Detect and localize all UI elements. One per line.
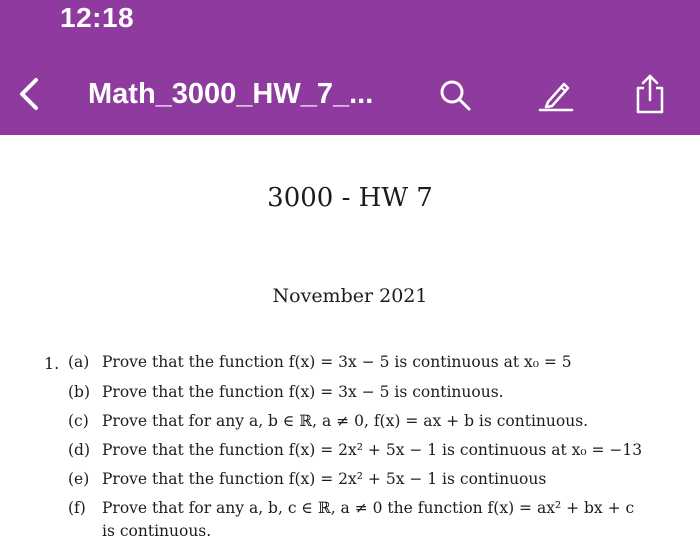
question-part: [68, 499, 634, 517]
part-text: Prove that the function f(x) = 2x² + 5x − 1 is continuous at x₀ = −13: [102, 441, 643, 459]
part-continuation: is continuous.: [102, 522, 212, 540]
question-part: [68, 383, 504, 401]
signal-icon: [688, 6, 700, 30]
share-icon: [632, 72, 668, 116]
part-text: Prove that the function f(x) = 3x − 5 is continuous at x₀ = 5: [102, 353, 572, 371]
question-part: [68, 470, 546, 488]
back-button[interactable]: [12, 74, 46, 114]
question-number: 1.: [44, 354, 60, 373]
part-label: (b): [68, 383, 91, 401]
part-label: (f): [68, 499, 86, 517]
document-title: Math_3000_HW_7_...: [88, 78, 374, 110]
app-header: [0, 0, 700, 135]
chevron-left-icon: [12, 74, 46, 114]
pen-icon: [536, 76, 576, 112]
part-label: (a): [68, 353, 90, 371]
homework-date: November 2021: [272, 285, 428, 307]
status-time: 12:18: [60, 2, 135, 33]
edit-button[interactable]: [536, 76, 576, 112]
search-icon: [438, 78, 472, 112]
part-label: (d): [68, 441, 91, 459]
question-part: [68, 441, 642, 459]
homework-title: 3000 - HW 7: [267, 183, 433, 213]
share-button[interactable]: [632, 72, 668, 116]
search-button[interactable]: [438, 78, 472, 112]
part-text: Prove that the function f(x) = 3x − 5 is continuous.: [102, 383, 504, 401]
question-part: [68, 353, 572, 371]
part-label: (c): [68, 412, 89, 430]
question-part: [68, 412, 588, 430]
part-text: Prove that for any a, b ∈ ℝ, a ≠ 0, f(x) = ax + b is continuous.: [102, 412, 589, 430]
part-label: (e): [68, 470, 90, 488]
document-page: [0, 135, 700, 546]
part-text: Prove that for any a, b, c ∈ ℝ, a ≠ 0 the function f(x) = ax² + bx + c: [102, 499, 635, 517]
part-text: Prove that the function f(x) = 2x² + 5x − 1 is continuous: [102, 470, 547, 488]
